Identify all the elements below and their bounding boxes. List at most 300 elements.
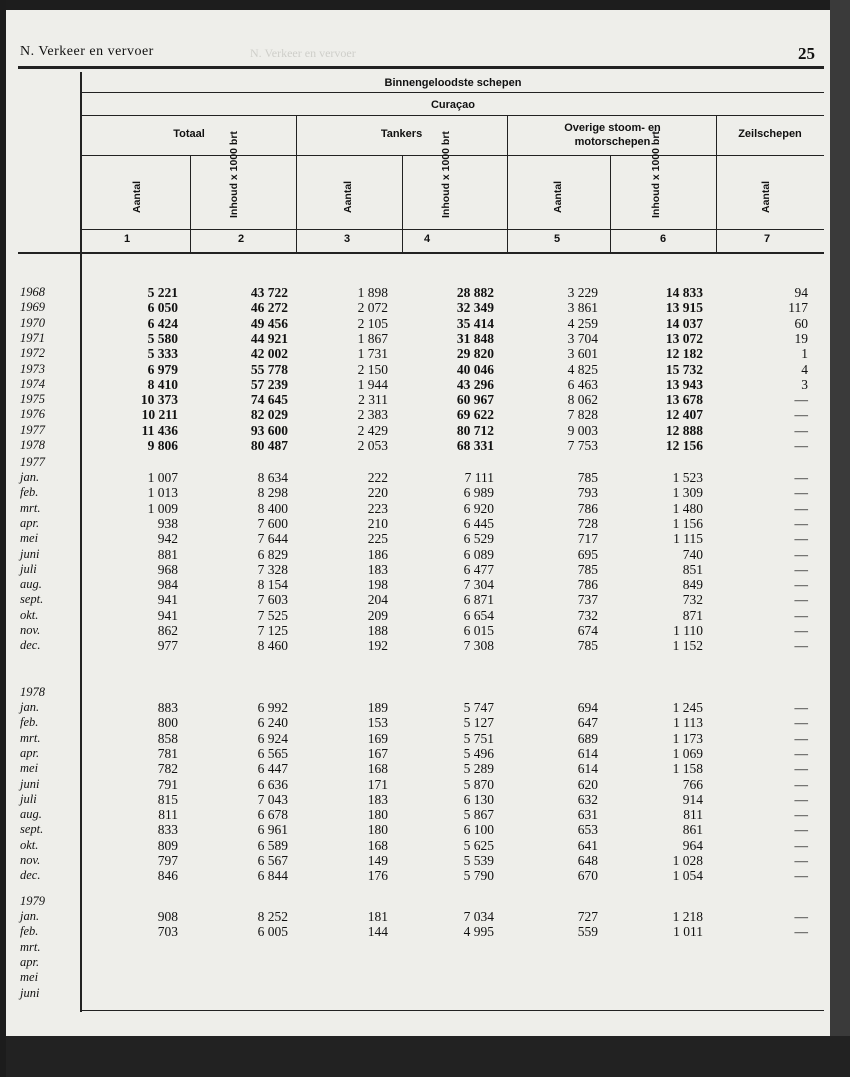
row-label: 1968 xyxy=(20,285,45,299)
row-label: feb. xyxy=(20,715,39,730)
table-cell: 192 xyxy=(367,638,388,654)
table-cell: 6 829 xyxy=(257,546,288,562)
table-cell: 8 154 xyxy=(257,577,288,593)
table-cell: 40 046 xyxy=(456,361,494,377)
table-cell: 168 xyxy=(367,837,388,853)
row-label: apr. xyxy=(20,745,40,760)
table-cell: 12 156 xyxy=(665,438,703,453)
table-cell: — xyxy=(794,500,808,516)
table-cell: 223 xyxy=(367,500,388,516)
table-cell: 695 xyxy=(577,546,598,562)
table-subtitle: Curaçao xyxy=(430,99,476,111)
table-cell: 1 218 xyxy=(672,909,703,924)
table-cell: 7 828 xyxy=(567,407,598,423)
col-header-inhoud: Inhoud x 1000 brt xyxy=(440,131,452,218)
table-cell: 942 xyxy=(157,531,178,547)
table-cell: 15 732 xyxy=(665,361,703,377)
table-cell: 1 173 xyxy=(672,730,703,746)
table-cell: 144 xyxy=(367,924,388,940)
table-cell: 6 678 xyxy=(257,807,288,823)
table-cell: 7 600 xyxy=(257,515,288,531)
table-cell: 6 989 xyxy=(463,485,494,501)
document-page xyxy=(6,10,830,1036)
table-cell: — xyxy=(794,791,808,807)
col-header-inhoud: Inhoud x 1000 brt xyxy=(650,131,662,218)
table-cell: 648 xyxy=(577,853,598,868)
table-cell: 80 712 xyxy=(456,422,494,438)
table-cell: 1 158 xyxy=(672,761,703,777)
table-cell: 941 xyxy=(157,607,178,623)
table-cell: 49 456 xyxy=(250,315,288,331)
table-cell: 632 xyxy=(577,791,598,807)
table-cell: 3 704 xyxy=(567,330,598,346)
table-cell: 1 069 xyxy=(672,745,703,761)
table-cell: 1 013 xyxy=(147,485,178,501)
rule xyxy=(82,115,824,116)
table-cell: 851 xyxy=(682,561,703,577)
row-label: juni xyxy=(20,546,40,561)
table-cell: — xyxy=(794,807,808,823)
table-cell: 1 115 xyxy=(673,531,703,547)
col-number: 6 xyxy=(660,233,667,245)
col-header-aantal: Aantal xyxy=(760,180,772,213)
table-cell: 6 920 xyxy=(463,500,494,516)
table-cell: 1 028 xyxy=(672,853,703,868)
table-cell: 786 xyxy=(577,577,598,593)
table-cell: 833 xyxy=(157,822,178,838)
table-cell: 1 898 xyxy=(357,285,388,300)
table-cell: 6 589 xyxy=(257,837,288,853)
table-cell: 1 523 xyxy=(672,470,703,485)
table-cell: 10 211 xyxy=(141,407,178,423)
table-cell: 11 436 xyxy=(141,422,178,438)
row-label: 1977 xyxy=(20,422,45,437)
table-cell: 766 xyxy=(682,776,703,792)
table-cell: 60 967 xyxy=(456,392,494,408)
table-cell: 1 110 xyxy=(673,623,703,638)
table-cell: 815 xyxy=(157,791,178,807)
table-cell: 6 654 xyxy=(463,607,494,623)
table-cell: 728 xyxy=(577,515,598,531)
table-cell: 82 029 xyxy=(250,407,288,423)
table-cell: — xyxy=(794,868,808,884)
col-header-aantal: Aantal xyxy=(342,180,354,213)
table-cell: 7 125 xyxy=(257,623,288,638)
table-cell: 2 053 xyxy=(357,438,388,453)
row-label: jan. xyxy=(20,700,40,714)
table-cell: 5 867 xyxy=(463,807,494,823)
row-label: juli xyxy=(20,791,37,806)
book-spine xyxy=(0,0,6,1077)
table-cell: 183 xyxy=(367,791,388,807)
col-number: 5 xyxy=(554,233,561,245)
table-cell: 204 xyxy=(367,592,388,608)
table-cell: 1 152 xyxy=(672,638,703,654)
table-cell: 2 150 xyxy=(357,361,388,377)
table-cell: 117 xyxy=(788,300,808,316)
table-cell: 861 xyxy=(682,822,703,838)
page-number: 25 xyxy=(798,44,815,63)
table-cell: 167 xyxy=(367,745,388,761)
table-cell: 43 722 xyxy=(250,285,288,300)
rule xyxy=(190,155,191,252)
table-cell: 6 463 xyxy=(567,376,598,392)
table-cell: 44 921 xyxy=(250,330,288,346)
table-cell: 225 xyxy=(367,531,388,547)
row-label: mei xyxy=(20,970,39,985)
table-cell: 984 xyxy=(157,577,178,593)
table-cell: 68 331 xyxy=(456,438,494,453)
table-cell: 871 xyxy=(682,607,703,623)
rule xyxy=(610,155,611,252)
table-cell: 8 298 xyxy=(257,485,288,501)
rule xyxy=(82,92,824,93)
rule xyxy=(82,1010,824,1011)
table-cell: — xyxy=(794,638,808,654)
row-label: 1970 xyxy=(20,315,45,330)
table-cell: 793 xyxy=(577,485,598,501)
group-overige: Overige stoom- en motorschepen xyxy=(564,122,661,148)
table-cell: 7 034 xyxy=(463,909,494,924)
col-number: 3 xyxy=(344,233,351,245)
table-cell: 7 308 xyxy=(463,638,494,654)
table-cell: 5 539 xyxy=(463,853,494,868)
table-cell: 46 272 xyxy=(250,300,288,316)
table-cell: 883 xyxy=(157,700,178,715)
table-cell: 6 477 xyxy=(463,561,494,577)
table-cell: 13 943 xyxy=(665,376,703,392)
table-cell: — xyxy=(794,822,808,838)
row-label: aug. xyxy=(20,807,42,822)
table-cell: 811 xyxy=(158,807,178,823)
table-cell: 6 015 xyxy=(463,623,494,638)
table-cell: 7 043 xyxy=(257,791,288,807)
row-label: jan. xyxy=(20,470,40,484)
table-cell: 781 xyxy=(157,745,178,761)
rule xyxy=(82,155,824,156)
bleed-through: N. Verkeer en vervoer xyxy=(250,46,356,60)
col-header-aantal: Aantal xyxy=(131,180,143,213)
table-cell: 5 221 xyxy=(147,285,178,300)
row-label: mrt. xyxy=(20,730,41,745)
row-label: jan. xyxy=(20,909,40,923)
table-cell: 938 xyxy=(157,515,178,531)
table-cell: 13 915 xyxy=(665,300,703,316)
table-cell: 94 xyxy=(794,285,808,300)
table-cell: 881 xyxy=(157,546,178,562)
table-cell: 9 003 xyxy=(567,422,598,438)
row-label: mei xyxy=(20,761,39,776)
table-cell: — xyxy=(794,607,808,623)
table-cell: 8 634 xyxy=(257,470,288,485)
table-cell: 80 487 xyxy=(250,438,288,453)
row-label: 1971 xyxy=(20,330,45,345)
row-label: juni xyxy=(20,985,40,1000)
table-cell: 7 111 xyxy=(464,470,494,485)
table-cell: 8 252 xyxy=(257,909,288,924)
table-cell: 3 229 xyxy=(567,285,598,300)
table-cell: 9 806 xyxy=(147,438,178,453)
table-cell: 968 xyxy=(157,561,178,577)
table-cell: 10 373 xyxy=(140,392,178,408)
row-label: aug. xyxy=(20,577,42,592)
table-cell: 8 410 xyxy=(147,376,178,392)
table-cell: 5 747 xyxy=(463,700,494,715)
table-cell: 5 496 xyxy=(463,745,494,761)
table-cell: 6 005 xyxy=(257,924,288,940)
table-cell: 1 009 xyxy=(147,500,178,516)
table-cell: 559 xyxy=(577,924,598,940)
table-cell: 69 622 xyxy=(456,407,494,423)
table-cell: 5 289 xyxy=(463,761,494,777)
table-cell: 908 xyxy=(157,909,178,924)
table-cell: — xyxy=(794,745,808,761)
table-cell: — xyxy=(794,776,808,792)
row-label: sept. xyxy=(20,592,44,607)
table-cell: — xyxy=(794,715,808,731)
table-cell: 5 580 xyxy=(147,330,178,346)
table-cell: 7 304 xyxy=(463,577,494,593)
table-cell: 674 xyxy=(577,623,598,638)
table-cell: 29 820 xyxy=(456,346,494,362)
table-cell: 7 644 xyxy=(257,531,288,547)
table-cell: 1 731 xyxy=(357,346,388,362)
table-cell: 1 xyxy=(801,346,808,362)
table-cell: 1 054 xyxy=(672,868,703,884)
table-cell: 6 240 xyxy=(257,715,288,731)
stub-divider xyxy=(80,72,82,1012)
table-cell: — xyxy=(794,700,808,715)
section-year-label: 1977 xyxy=(20,455,45,469)
row-label: okt. xyxy=(20,837,39,852)
table-cell: 6 447 xyxy=(257,761,288,777)
table-cell: — xyxy=(794,592,808,608)
table-cell: 809 xyxy=(157,837,178,853)
table-cell: 198 xyxy=(367,577,388,593)
table-cell: 5 790 xyxy=(463,868,494,884)
row-label: 1969 xyxy=(20,300,45,315)
table-cell: 2 383 xyxy=(357,407,388,423)
table-cell: 4 825 xyxy=(567,361,598,377)
table-cell: — xyxy=(794,909,808,924)
table-cell: — xyxy=(794,546,808,562)
table-cell: 6 130 xyxy=(463,791,494,807)
table-cell: 641 xyxy=(577,837,598,853)
table-cell: 13 072 xyxy=(665,330,703,346)
table-cell: 153 xyxy=(367,715,388,731)
table-cell: 35 414 xyxy=(456,315,494,331)
group-zeilschepen: Zeilschepen xyxy=(738,128,802,140)
row-label: dec. xyxy=(20,638,41,653)
col-number: 7 xyxy=(764,233,771,245)
row-label: apr. xyxy=(20,954,40,969)
row-label: feb. xyxy=(20,924,39,939)
table-cell: — xyxy=(794,485,808,501)
table-cell: 6 844 xyxy=(257,868,288,884)
table-cell: 171 xyxy=(367,776,388,792)
row-label: 1973 xyxy=(20,361,45,376)
table-cell: 7 603 xyxy=(257,592,288,608)
row-label: dec. xyxy=(20,868,41,883)
table-cell: 846 xyxy=(157,868,178,884)
table-cell: 858 xyxy=(157,730,178,746)
table-cell: 181 xyxy=(367,909,388,924)
table-cell: 19 xyxy=(794,330,808,346)
col-header-inhoud: Inhoud x 1000 brt xyxy=(228,131,240,218)
table-cell: 862 xyxy=(157,623,178,638)
table-cell: 782 xyxy=(157,761,178,777)
table-cell: 5 333 xyxy=(147,346,178,362)
table-cell: 1 011 xyxy=(673,924,703,940)
table-cell: 183 xyxy=(367,561,388,577)
table-cell: — xyxy=(794,392,808,408)
group-tankers: Tankers xyxy=(380,128,423,140)
table-cell: 186 xyxy=(367,546,388,562)
scan-right-edge xyxy=(830,0,850,1077)
table-cell: 2 072 xyxy=(357,300,388,316)
table-cell: 6 636 xyxy=(257,776,288,792)
table-cell: 42 002 xyxy=(250,346,288,362)
table-cell: 5 127 xyxy=(463,715,494,731)
table-cell: 31 848 xyxy=(456,330,494,346)
table-cell: 1 007 xyxy=(147,470,178,485)
table-cell: 647 xyxy=(577,715,598,731)
table-cell: 6 961 xyxy=(257,822,288,838)
table-cell: 6 529 xyxy=(463,531,494,547)
table-cell: 5 870 xyxy=(463,776,494,792)
scan-bottom-edge xyxy=(0,1036,850,1077)
table-cell: 12 182 xyxy=(665,346,703,362)
row-label: 1972 xyxy=(20,346,45,361)
table-cell: 8 460 xyxy=(257,638,288,654)
table-cell: 222 xyxy=(367,470,388,485)
table-cell: 180 xyxy=(367,807,388,823)
table-cell: 977 xyxy=(157,638,178,654)
table-cell: 811 xyxy=(683,807,703,823)
table-cell: 6 979 xyxy=(147,361,178,377)
table-cell: 55 778 xyxy=(250,361,288,377)
table-cell: 941 xyxy=(157,592,178,608)
row-label: mei xyxy=(20,531,39,546)
table-cell: 188 xyxy=(367,623,388,638)
table-cell: 1 113 xyxy=(673,715,703,731)
table-cell: 4 xyxy=(801,361,808,377)
table-cell: 791 xyxy=(157,776,178,792)
table-cell: — xyxy=(794,853,808,868)
table-cell: 8 400 xyxy=(257,500,288,516)
table-cell: 914 xyxy=(682,791,703,807)
table-cell: 1 867 xyxy=(357,330,388,346)
row-label: nov. xyxy=(20,853,41,867)
table-cell: 6 871 xyxy=(463,592,494,608)
table-cell: 6 924 xyxy=(257,730,288,746)
table-cell: 7 328 xyxy=(257,561,288,577)
section-year-label: 1979 xyxy=(20,894,45,908)
table-cell: 964 xyxy=(682,837,703,853)
table-cell: 2 429 xyxy=(357,422,388,438)
table-cell: 6 445 xyxy=(463,515,494,531)
table-cell: 8 062 xyxy=(567,392,598,408)
table-cell: 717 xyxy=(577,531,598,547)
table-cell: 6 424 xyxy=(147,315,178,331)
table-cell: 4 995 xyxy=(463,924,494,940)
table-cell: 785 xyxy=(577,561,598,577)
col-header-aantal: Aantal xyxy=(552,180,564,213)
row-label: sept. xyxy=(20,822,44,837)
table-cell: 12 888 xyxy=(665,422,703,438)
table-cell: 220 xyxy=(367,485,388,501)
table-cell: 60 xyxy=(794,315,808,331)
table-cell: 694 xyxy=(577,700,598,715)
row-label: 1976 xyxy=(20,407,45,422)
table-cell: 210 xyxy=(367,515,388,531)
table-cell: 93 600 xyxy=(250,422,288,438)
row-label: okt. xyxy=(20,607,39,622)
table-cell: 1 156 xyxy=(672,515,703,531)
scan-top-edge xyxy=(0,0,850,10)
table-cell: — xyxy=(794,730,808,746)
row-label: 1978 xyxy=(20,438,45,452)
table-cell: 631 xyxy=(577,807,598,823)
table-cell: 785 xyxy=(577,638,598,654)
table-cell: — xyxy=(794,470,808,485)
table-cell: 6 567 xyxy=(257,853,288,868)
table-cell: 4 259 xyxy=(567,315,598,331)
col-number: 2 xyxy=(238,233,245,245)
rule xyxy=(402,155,403,252)
table-cell: 3 861 xyxy=(567,300,598,316)
table-cell: 727 xyxy=(577,909,598,924)
table-cell: 614 xyxy=(577,761,598,777)
table-cell: 13 678 xyxy=(665,392,703,408)
table-cell: 6 992 xyxy=(257,700,288,715)
section-year-label: 1978 xyxy=(20,685,45,699)
table-cell: — xyxy=(794,924,808,940)
table-cell: 14 833 xyxy=(665,285,703,300)
table-cell: 689 xyxy=(577,730,598,746)
table-cell: 14 037 xyxy=(665,315,703,331)
col-number: 1 xyxy=(124,233,131,245)
table-cell: — xyxy=(794,561,808,577)
header-rule xyxy=(18,66,824,69)
row-label: juli xyxy=(20,561,37,576)
section-header: N. Verkeer en vervoer xyxy=(20,44,154,59)
table-cell: 737 xyxy=(577,592,598,608)
table-cell: 169 xyxy=(367,730,388,746)
table-cell: — xyxy=(794,837,808,853)
table-cell: 32 349 xyxy=(456,300,494,316)
rule xyxy=(18,252,824,254)
table-cell: 43 296 xyxy=(456,376,494,392)
table-cell: — xyxy=(794,422,808,438)
col-number: 4 xyxy=(424,233,431,245)
table-cell: 1 245 xyxy=(672,700,703,715)
row-label: juni xyxy=(20,776,40,791)
table-cell: 6 100 xyxy=(463,822,494,838)
table-cell: 7 753 xyxy=(567,438,598,453)
table-cell: 6 565 xyxy=(257,745,288,761)
table-cell: 800 xyxy=(157,715,178,731)
table-cell: 703 xyxy=(157,924,178,940)
row-label: mrt. xyxy=(20,500,41,515)
table-cell: 6 050 xyxy=(147,300,178,316)
table-title: Binnengeloodste schepen xyxy=(384,77,522,89)
table-cell: 3 601 xyxy=(567,346,598,362)
table-cell: 2 105 xyxy=(357,315,388,331)
table-cell: 12 407 xyxy=(665,407,703,423)
table-cell: — xyxy=(794,531,808,547)
table-cell: 74 645 xyxy=(250,392,288,408)
